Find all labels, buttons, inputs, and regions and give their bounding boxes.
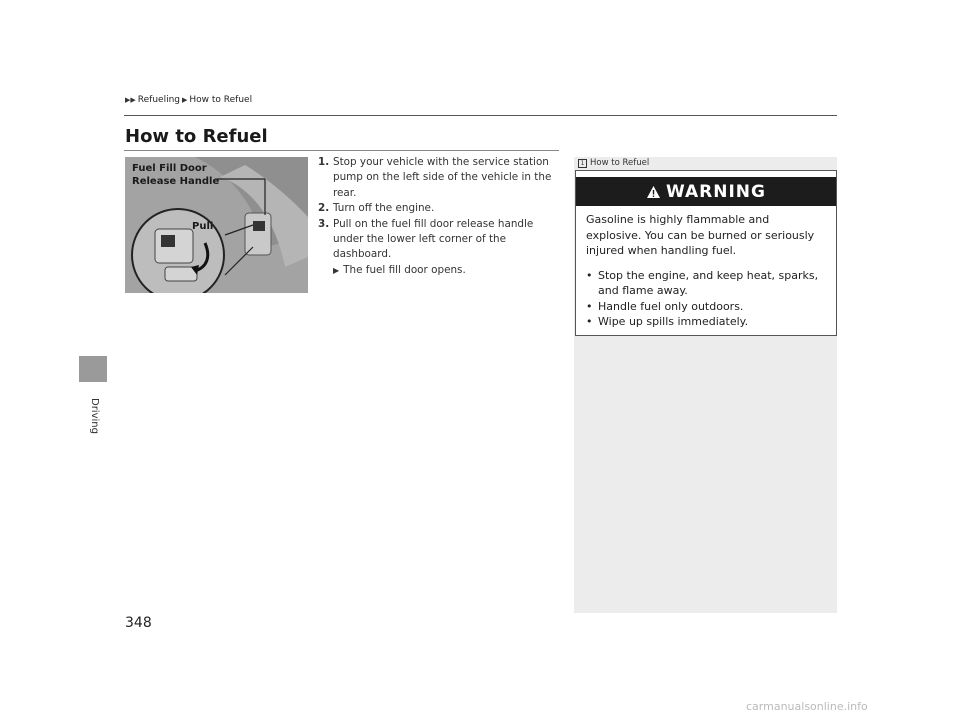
section-label: Driving xyxy=(89,398,100,434)
list-item xyxy=(586,268,826,299)
section-tab xyxy=(79,356,107,382)
step-number: 2. xyxy=(318,202,330,215)
warning-header xyxy=(576,177,836,206)
warning-content xyxy=(576,206,836,336)
page-number: 348 xyxy=(125,615,152,631)
warning-box xyxy=(575,170,837,336)
bullet-icon: • xyxy=(586,299,593,313)
figure-label-pull: Pull xyxy=(192,221,214,232)
breadcrumb xyxy=(125,95,252,105)
warning-bullet-text: Wipe up spills immediately. xyxy=(598,315,749,328)
page-title: How to Refuel xyxy=(125,126,268,147)
step-item xyxy=(318,155,558,201)
result-arrow-icon: ▶ xyxy=(333,265,340,275)
breadcrumb-item-how-to-refuel[interactable]: How to Refuel xyxy=(189,95,253,105)
warning-bullet-text: Handle fuel only outdoors. xyxy=(598,299,744,313)
step-result xyxy=(318,263,558,278)
step-item xyxy=(318,201,558,216)
step-number: 1. xyxy=(318,156,330,168)
warning-text: Gasoline is highly flammable and explosive. You can be burned or seriously injured when handling fuel. xyxy=(586,213,815,257)
list-item xyxy=(586,299,826,315)
bullet-icon: • xyxy=(586,268,593,282)
warning-list xyxy=(586,268,826,330)
warning-icon xyxy=(646,185,661,199)
header-divider xyxy=(124,115,837,116)
breadcrumb-item-refueling[interactable]: Refueling xyxy=(137,95,180,105)
watermark: carmanualsonline.info xyxy=(746,700,868,713)
step-text: Pull on the fuel fill door release handle under the lower left corner of the dashboard. xyxy=(333,217,534,261)
warning-bullet-text: Stop the engine, and keep heat, sparks, and flame away. xyxy=(598,268,819,297)
step-text: Stop your vehicle with the service station pump on the left side of the vehicle in the rear. xyxy=(333,156,552,199)
dashboard-illustration xyxy=(125,157,308,293)
step-text: Turn off the engine. xyxy=(333,202,435,215)
result-text: The fuel fill door opens. xyxy=(343,263,466,276)
breadcrumb-arrow-icon: ▶▶ xyxy=(125,96,136,104)
step-item xyxy=(318,217,558,263)
breadcrumb-arrow-icon: ▶ xyxy=(182,96,188,104)
warning-title: WARNING xyxy=(666,181,766,202)
figure-label-release-handle: Fuel Fill Door Release Handle xyxy=(132,163,220,187)
note-heading[interactable] xyxy=(578,158,649,168)
step-number: 3. xyxy=(318,217,330,230)
procedure-steps xyxy=(318,155,558,278)
note-heading-label: How to Refuel xyxy=(590,158,650,168)
title-divider xyxy=(124,150,559,151)
note-reference-icon: 1 xyxy=(578,159,587,168)
bullet-icon: • xyxy=(586,315,593,328)
list-item xyxy=(586,314,826,330)
